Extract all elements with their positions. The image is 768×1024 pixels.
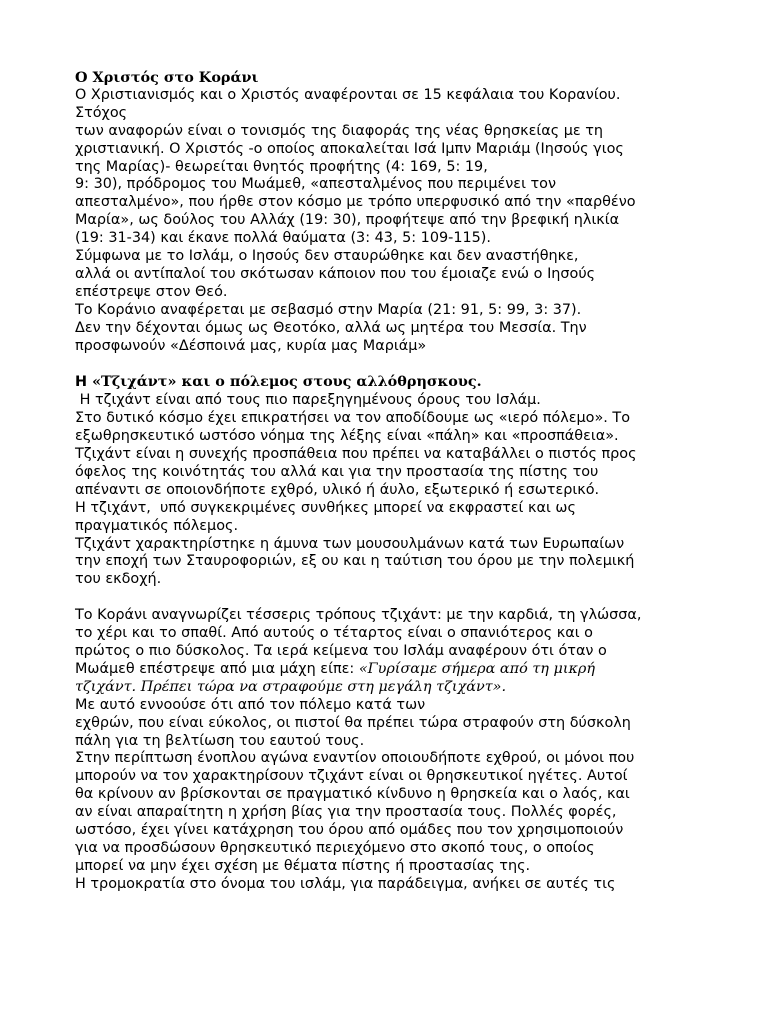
text-line: Μαρία», ως δούλος του Αλλάχ (19: 30), προφήτεψε από την βρεφική ηλικία [75,212,620,229]
text-line: αλλά οι αντίπαλοί του σκότωσαν κάποιον που του έμοιαζε ενώ ο Ιησούς [75,265,596,282]
text-line: (19: 31-34) και έκανε πολλά θαύματα (3: 43, 5: 109-115). [75,230,491,247]
quote-text-part2: τζιχάντ. Πρέπει τώρα να στραφούμε στη μεγάλη τζιχάντ». [75,678,507,695]
text-line: Η τρομοκρατία στο όνομα του ισλάμ, για παράδειγμα, ανήκει σε αυτές τις [75,875,616,892]
quote-intro: Μωάμεθ επέστρεψε από μια μάχη είπε: [75,660,359,677]
text-line: αν είναι απαραίτητη η χρήση βίας για την προστασία τους. Πολλές φορές, [75,804,617,821]
text-line: Η τζιχάντ, υπό συγκεκριμένες συνθήκες μπορεί να εκφραστεί και ως [75,499,576,516]
quote-text-part1: «Γυρίσαμε σήμερα από τη μικρή [358,660,596,677]
text-line: μπορούν να τον χαρακτηρίσουν τζιχάντ είναι οι θρησκευτικοί ηγέτες. Αυτοί [75,768,628,785]
text-line: χριστιανική. Ο Χριστός -ο οποίος αποκαλείται Ισά Ιμπν Μαριάμ (Ιησούς γιος [75,140,624,157]
section-title-christ-in-quran: Ο Χριστός στο Κοράνι [75,69,259,86]
text-line: Σύμφωνα με το Ισλάμ, ο Ιησούς δεν σταυρώθηκε και δεν αναστήθηκε, [75,248,579,265]
section-four-ways-paragraph [75,607,755,894]
text-line: απεσταλμένο», που ήρθε στον κόσμο με τρόπο υπερφυσικό από την «παρθένο [75,194,636,211]
section-christ-paragraph [75,87,755,356]
text-line-with-quote [75,661,755,679]
document-body [75,69,755,894]
text-line: Ο Χριστιανισμός και ο Χριστός αναφέρονται σε 15 κεφάλαια του Κορανίου. [75,86,621,103]
text-line: επέστρεψε στον Θεό. [75,283,228,300]
text-line: Στο δυτικό κόσμο έχει επικρατήσει να τον αποδίδουμε ως «ιερό πόλεμο». Το [75,410,631,427]
section-jihad-paragraph [75,392,755,589]
text-line: για να προσδώσουν θρησκευτικό περιεχόμενο στο σκοπό τους, ο οποίος [75,839,595,856]
text-line: προσφωνούν «Δέσποινά μας, κυρία μας Μαριάμ» [75,337,427,354]
text-line: του εκδοχή. [75,571,162,588]
section-title-jihad-prefix: Η [75,374,93,391]
text-line: απέναντι σε οποιονδήποτε εχθρό, υλικό ή άυλο, εξωτερικό ή εσωτερικό. [75,481,600,498]
text-line: μπορεί να μην έχει σχέση με θέματα πίστης ή προστασίας της. [75,857,531,874]
text-line: εξωθρησκευτικό ωστόσο νόημα της λέξης είναι «πάλη» και «προσπάθεια». [75,428,619,445]
text-line: Η τζιχάντ είναι από τους πιο παρεξηγημένους όρους του Ισλάμ. [75,392,541,409]
text-line: εχθρών, που είναι εύκολος, οι πιστοί θα πρέπει τώρα στραφούν στη δύσκολη [75,714,631,731]
paragraph-spacer [75,589,755,607]
paragraph-spacer [75,356,755,374]
text-line: των αναφορών είναι ο τονισμός της διαφοράς της νέας θρησκείας με τη [75,122,604,139]
text-line: πάλη για τη βελτίωση του εαυτού τους. [75,732,365,749]
text-line: πραγματικός πόλεμος. [75,517,239,534]
text-line: της Μαρίας)- θεωρείται θνητός προφήτης (4: 169, 5: 19, [75,158,488,175]
text-line: πρώτος ο πιο δύσκολος. Τα ιερά κείμενα του Ισλάμ αναφέρουν ότι όταν ο [75,642,607,659]
text-line: Με αυτό εννοούσε ότι από τον πόλεμο κατά των [75,696,426,713]
text-line: Δεν την δέχονται όμως ως Θεοτόκο, αλλά ως μητέρα του Μεσσία. Την [75,319,587,336]
text-line: Στην περίπτωση ένοπλου αγώνα εναντίον οποιουδήποτε εχθρού, οι μόνοι που [75,750,635,767]
text-line: όφελος της κοινότητάς του αλλά και για την προστασία της πίστης του [75,463,599,480]
text-line: Το Κοράνιο αναφέρεται με σεβασμό στην Μαρία (21: 91, 5: 99, 3: 37). [75,301,582,318]
text-line: το χέρι και το σπαθί. Από αυτούς ο τέταρτος είναι ο σπανιότερος και ο [75,625,593,642]
text-line: θα κρίνουν αν βρίσκονται σε πραγματικό κίνδυνο η θρησκεία και ο λαός, και [75,786,630,803]
text-line: Στόχος [75,104,128,121]
text-line: Τζιχάντ χαρακτηρίστηκε η άμυνα των μουσουλμάνων κατά των Ευρωπαίων [75,535,625,552]
section-title-jihad [75,373,755,392]
text-line: Τζιχάντ είναι η συνεχής προσπάθεια που πρέπει να καταβάλλει ο πιστός προς [75,446,637,463]
text-line: ωστόσο, έχει γίνει κατάχρηση του όρου από ομάδες που τον χρησιμοποιούν [75,822,624,839]
text-line: 9: 30), πρόδρομος του Μωάμεθ, «απεσταλμένος που περιμένει τον [75,176,557,193]
section-title-jihad-rest: «Τζιχάντ» και ο πόλεμος στους αλλόθρησκους. [92,373,482,391]
text-line: την εποχή των Σταυροφοριών, εξ ου και η ταύτιση του όρου με την πολεμική [75,553,635,570]
text-line: Το Κοράνι αναγνωρίζει τέσσερις τρόπους τζιχάντ: με την καρδιά, τη γλώσσα, [75,607,642,624]
